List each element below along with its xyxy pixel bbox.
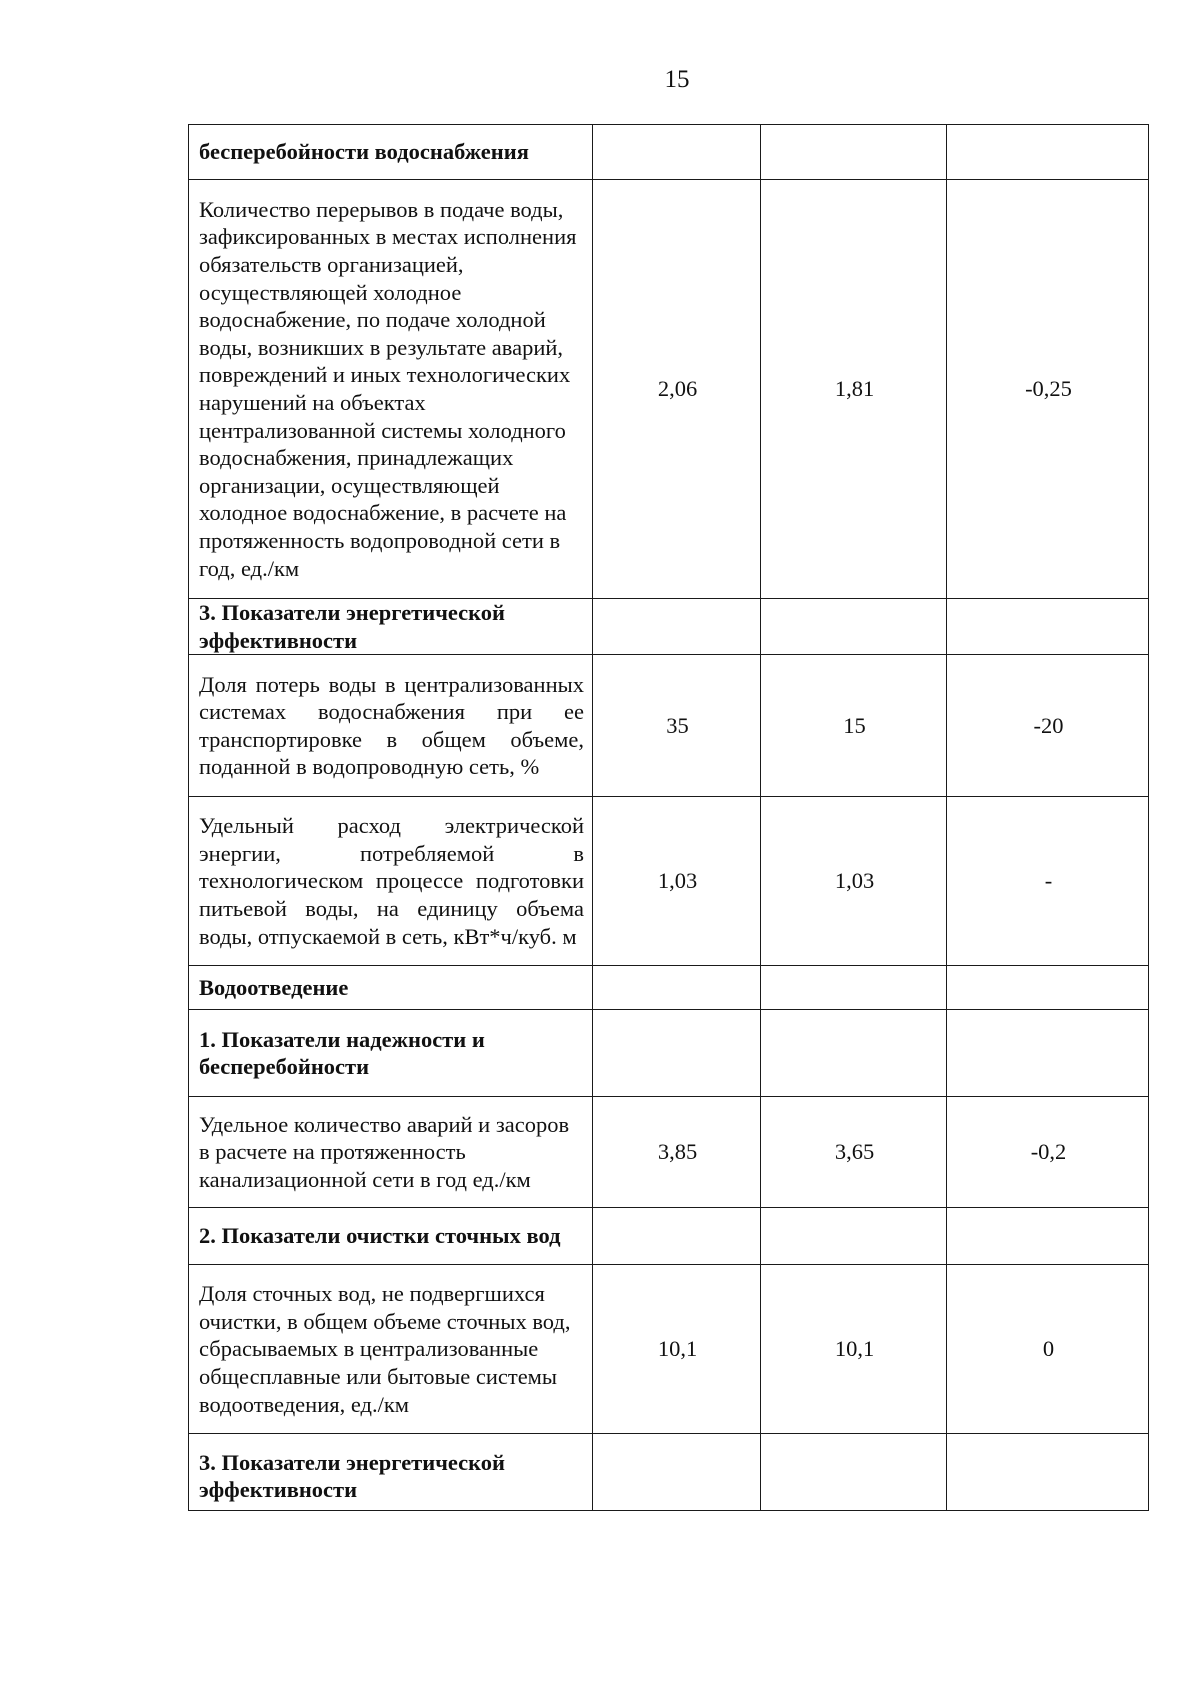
value-cell: 3,85 [593, 1097, 761, 1208]
indicator-heading: Водоотведение [189, 966, 593, 1010]
table-row [189, 1434, 1149, 1511]
value-cell [593, 125, 761, 180]
value-cell [761, 1010, 947, 1097]
page-number: 15 [664, 66, 690, 93]
value-cell [593, 1208, 761, 1265]
value-cell: 1,81 [761, 180, 947, 599]
indicator-name: Доля потерь воды в централизованных системах водоснабжения при ее транспортировке в общем объеме, поданной в водопроводную сеть, % [189, 655, 593, 797]
indicator-name: Удельный расход электрической энергии, потребляемой в технологическом процессе подготовки питьевой воды, на единицу объема воды, отпускаемой в сеть, кВт*ч/куб. м [189, 797, 593, 966]
value-cell [947, 125, 1149, 180]
value-cell: -0,2 [947, 1097, 1149, 1208]
value-cell: 10,1 [593, 1265, 761, 1434]
value-cell [947, 599, 1149, 655]
value-cell: 10,1 [761, 1265, 947, 1434]
value-cell [761, 966, 947, 1010]
table-row [189, 1010, 1149, 1097]
value-cell: 15 [761, 655, 947, 797]
indicator-name: Количество перерывов в подаче воды, зафиксированных в местах исполнения обязательств организацией, осуществляющей холодное водоснабжение, по подаче холодной воды, возникших в результате аварий, повреждений и иных технологических нарушений на объектах централизованной системы холодного водоснабжения, принадлежащих организации, осуществляющей холодное водоснабжение, в расчете на протяженность водопроводной сети в год, ед./км [189, 180, 593, 599]
value-cell [761, 125, 947, 180]
indicator-name: Удельное количество аварий и засоров в расчете на протяженность канализационной сети в год ед./км [189, 1097, 593, 1208]
indicator-name: Доля сточных вод, не подвергшихся очистки, в общем объеме сточных вод, сбрасываемых в централизованные общесплавные или бытовые системы водоотведения, ед./км [189, 1265, 593, 1434]
table-row [189, 1097, 1149, 1208]
value-cell: 1,03 [761, 797, 947, 966]
indicator-heading: 3. Показатели энергетической эффективности [189, 599, 593, 655]
value-cell: -0,25 [947, 180, 1149, 599]
value-cell: 2,06 [593, 180, 761, 599]
table-row [189, 1208, 1149, 1265]
value-cell [947, 966, 1149, 1010]
indicator-heading: 1. Показатели надежности и бесперебойности [189, 1010, 593, 1097]
indicator-heading: 2. Показатели очистки сточных вод [189, 1208, 593, 1265]
table-row [189, 797, 1149, 966]
value-cell [593, 1434, 761, 1511]
table-row [189, 180, 1149, 599]
value-cell [761, 1434, 947, 1511]
table-row [189, 966, 1149, 1010]
value-cell: -20 [947, 655, 1149, 797]
indicator-heading: бесперебойности водоснабжения [189, 125, 593, 180]
table-row [189, 655, 1149, 797]
value-cell [761, 599, 947, 655]
value-cell [761, 1208, 947, 1265]
value-cell [947, 1010, 1149, 1097]
value-cell [593, 599, 761, 655]
value-cell [947, 1434, 1149, 1511]
value-cell: 1,03 [593, 797, 761, 966]
indicators-table [188, 124, 1149, 1511]
value-cell: - [947, 797, 1149, 966]
value-cell: 0 [947, 1265, 1149, 1434]
table-row [189, 125, 1149, 180]
value-cell [947, 1208, 1149, 1265]
indicator-heading: 3. Показатели энергетической эффективности [189, 1434, 593, 1511]
value-cell: 35 [593, 655, 761, 797]
value-cell: 3,65 [761, 1097, 947, 1208]
table-row [189, 1265, 1149, 1434]
value-cell [593, 966, 761, 1010]
value-cell [593, 1010, 761, 1097]
table-row [189, 599, 1149, 655]
